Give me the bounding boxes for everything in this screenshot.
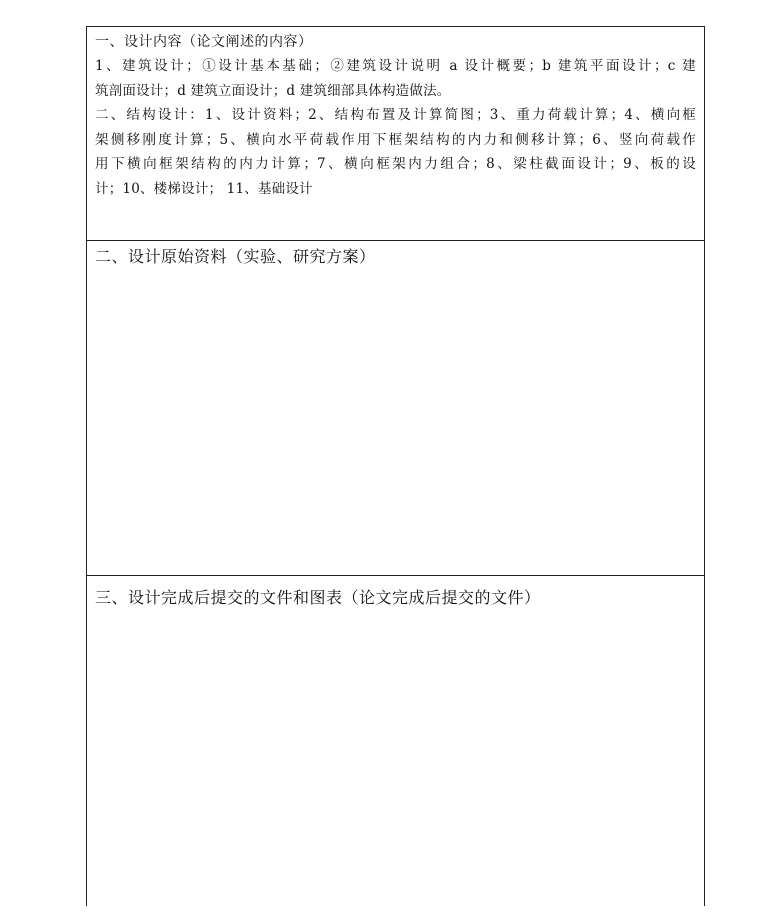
design-content-heading: 一、设计内容（论文阐述的内容） (95, 34, 313, 50)
design-content-line: 架侧移刚度计算；5、横向水平荷载作用下框架结构的内力和侧移计算；6、竖向荷载作 (95, 131, 696, 148)
submitted-documents-heading: 三、设计完成后提交的文件和图表（论文完成后提交的文件） (95, 588, 541, 607)
design-content-section (87, 27, 704, 241)
submitted-documents-section (87, 576, 704, 916)
design-content-line: 二、结构设计：1、设计资料；2、结构布置及计算简图；3、重力荷载计算；4、横向框 (95, 107, 696, 123)
design-content-line: 用下横向框架结构的内力计算；7、横向框架内力组合；8、梁柱截面设计；9、板的设 (95, 156, 696, 172)
original-design-data-heading: 二、设计原始资料（实验、研究方案） (95, 247, 376, 266)
design-task-form-table (86, 26, 705, 906)
design-content-line: 计；10、楼梯设计； 11、基础设计 (95, 180, 313, 197)
design-content-line: 1、建筑设计；①设计基本基础；②建筑设计说明 a 设计概要；b 建筑平面设计；c 建 (95, 58, 696, 74)
design-content-line: 筑剖面设计；d 建筑立面设计；d 建筑细部具体构造做法。 (95, 82, 451, 99)
original-design-data-section (87, 241, 704, 576)
